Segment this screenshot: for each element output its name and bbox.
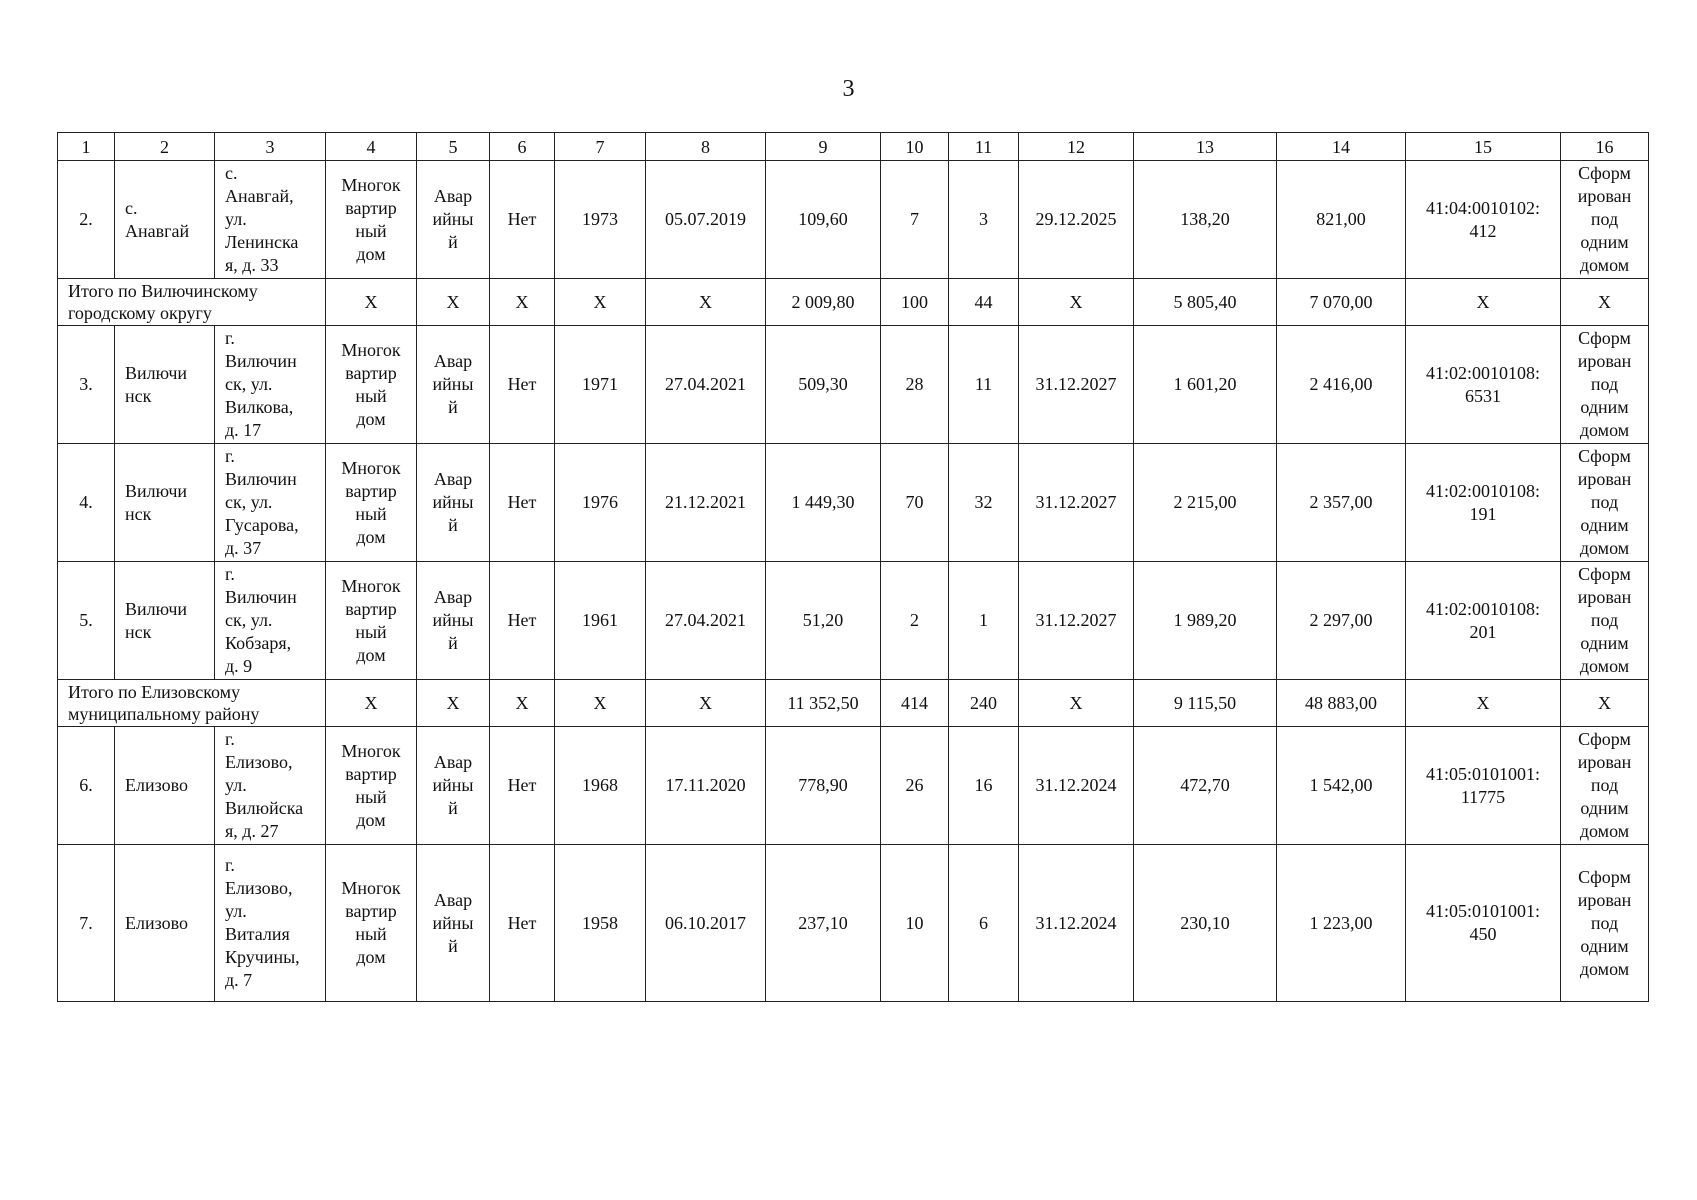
table-cell: 472,70	[1134, 727, 1277, 845]
table-cell: 5.	[58, 562, 115, 680]
column-number-cell: 3	[215, 133, 326, 161]
table-cell: Нет	[490, 845, 555, 1002]
table-cell: 4.	[58, 444, 115, 562]
table-cell: 1 449,30	[766, 444, 881, 562]
table-cell: 31.12.2027	[1019, 444, 1134, 562]
table-row	[58, 326, 1649, 444]
table-cell: с. Анавгай	[115, 161, 215, 279]
table-cell: 27.04.2021	[646, 562, 766, 680]
table-cell: Нет	[490, 562, 555, 680]
table-cell: 7	[881, 161, 949, 279]
table-cell: 6	[949, 845, 1019, 1002]
table-cell: Вилючи нск	[115, 562, 215, 680]
column-number-cell: 2	[115, 133, 215, 161]
table-row	[58, 727, 1649, 845]
table-cell: 1976	[555, 444, 646, 562]
table-cell: Сформ ирован под одним домом	[1561, 562, 1649, 680]
table-cell: 1971	[555, 326, 646, 444]
table-cell: 1968	[555, 727, 646, 845]
table-cell: Многок вартир ный дом	[326, 727, 417, 845]
table-cell: Многок вартир ный дом	[326, 326, 417, 444]
table-cell: Авар ийны й	[417, 326, 490, 444]
column-number-cell: 5	[417, 133, 490, 161]
table-cell: Авар ийны й	[417, 562, 490, 680]
table-cell: Многок вартир ный дом	[326, 444, 417, 562]
table-cell: 41:04:0010102: 412	[1406, 161, 1561, 279]
column-number-cell: 10	[881, 133, 949, 161]
table-cell: Вилючи нск	[115, 444, 215, 562]
total-row	[58, 279, 1649, 326]
table-cell: Сформ ирован под одним домом	[1561, 326, 1649, 444]
total-row	[58, 680, 1649, 727]
table-cell: Авар ийны й	[417, 845, 490, 1002]
table-cell: Х	[326, 680, 417, 727]
table-cell: Многок вартир ный дом	[326, 161, 417, 279]
column-number-cell: 12	[1019, 133, 1134, 161]
table-cell: с. Анавгай, ул. Ленинска я, д. 33	[215, 161, 326, 279]
column-number-cell: 6	[490, 133, 555, 161]
table-cell: 48 883,00	[1277, 680, 1406, 727]
table-cell: 05.07.2019	[646, 161, 766, 279]
column-number-cell: 15	[1406, 133, 1561, 161]
table-row	[58, 845, 1649, 1002]
table-cell: 31.12.2024	[1019, 845, 1134, 1002]
table-cell: 26	[881, 727, 949, 845]
table-cell: Х	[326, 279, 417, 326]
table-cell: г. Вилючин ск, ул. Гусарова, д. 37	[215, 444, 326, 562]
column-number-cell: 1	[58, 133, 115, 161]
table-cell: Х	[417, 279, 490, 326]
column-number-row	[58, 133, 1649, 161]
table-cell: 32	[949, 444, 1019, 562]
table-cell: Х	[555, 279, 646, 326]
column-number-cell: 4	[326, 133, 417, 161]
table-row	[58, 161, 1649, 279]
table-cell: 2 009,80	[766, 279, 881, 326]
table-cell: г. Елизово, ул. Виталия Кручины, д. 7	[215, 845, 326, 1002]
table-cell: Х	[1561, 279, 1649, 326]
table-cell: 10	[881, 845, 949, 1002]
table-cell: Х	[646, 680, 766, 727]
table-cell: 5 805,40	[1134, 279, 1277, 326]
table-cell: Х	[1406, 279, 1561, 326]
column-number-cell: 7	[555, 133, 646, 161]
table-body	[58, 133, 1649, 1002]
table-cell: 31.12.2027	[1019, 562, 1134, 680]
column-number-cell: 11	[949, 133, 1019, 161]
table-cell: 51,20	[766, 562, 881, 680]
table-cell: Авар ийны й	[417, 444, 490, 562]
table-cell: 138,20	[1134, 161, 1277, 279]
total-label: Итого по Елизовскому муниципальному району	[58, 680, 326, 727]
table-cell: 1961	[555, 562, 646, 680]
table-cell: Нет	[490, 161, 555, 279]
table-cell: Авар ийны й	[417, 727, 490, 845]
housing-table	[57, 132, 1649, 1002]
table-cell: 109,60	[766, 161, 881, 279]
table-cell: 821,00	[1277, 161, 1406, 279]
table-cell: 778,90	[766, 727, 881, 845]
column-number-cell: 9	[766, 133, 881, 161]
table-cell: Многок вартир ный дом	[326, 562, 417, 680]
table-cell: 28	[881, 326, 949, 444]
table-cell: Многок вартир ный дом	[326, 845, 417, 1002]
page-number: 3	[842, 76, 855, 102]
table-cell: Х	[555, 680, 646, 727]
table-cell: 1 223,00	[1277, 845, 1406, 1002]
table-cell: 6.	[58, 727, 115, 845]
table-cell: 2.	[58, 161, 115, 279]
table-cell: Нет	[490, 727, 555, 845]
table-cell: Х	[490, 680, 555, 727]
table-cell: Х	[417, 680, 490, 727]
table-cell: 2 416,00	[1277, 326, 1406, 444]
table-cell: 2 357,00	[1277, 444, 1406, 562]
table-cell: Сформ ирован под одним домом	[1561, 161, 1649, 279]
table-cell: 06.10.2017	[646, 845, 766, 1002]
table-row	[58, 444, 1649, 562]
table-cell: 509,30	[766, 326, 881, 444]
table-cell: г. Вилючин ск, ул. Вилкова, д. 17	[215, 326, 326, 444]
table-cell: 1 989,20	[1134, 562, 1277, 680]
table-cell: Сформ ирован под одним домом	[1561, 727, 1649, 845]
table-cell: 240	[949, 680, 1019, 727]
table-cell: Елизово	[115, 845, 215, 1002]
table-cell: г. Вилючин ск, ул. Кобзаря, д. 9	[215, 562, 326, 680]
table-cell: 237,10	[766, 845, 881, 1002]
table-cell: Нет	[490, 444, 555, 562]
table-cell: 1	[949, 562, 1019, 680]
column-number-cell: 8	[646, 133, 766, 161]
table-cell: Х	[1561, 680, 1649, 727]
column-number-cell: 16	[1561, 133, 1649, 161]
table-cell: 70	[881, 444, 949, 562]
table-cell: Сформ ирован под одним домом	[1561, 845, 1649, 1002]
table-cell: 9 115,50	[1134, 680, 1277, 727]
table-cell: 1 601,20	[1134, 326, 1277, 444]
table-row	[58, 562, 1649, 680]
table-cell: 16	[949, 727, 1019, 845]
table-cell: 3.	[58, 326, 115, 444]
table-cell: 41:02:0010108: 201	[1406, 562, 1561, 680]
table-cell: Вилючи нск	[115, 326, 215, 444]
table-cell: 7 070,00	[1277, 279, 1406, 326]
column-number-cell: 13	[1134, 133, 1277, 161]
column-number-cell: 14	[1277, 133, 1406, 161]
table-cell: Х	[1019, 680, 1134, 727]
table-cell: 3	[949, 161, 1019, 279]
table-cell: Нет	[490, 326, 555, 444]
table-cell: 2 215,00	[1134, 444, 1277, 562]
table-cell: 100	[881, 279, 949, 326]
table-cell: Авар ийны й	[417, 161, 490, 279]
table-cell: г. Елизово, ул. Вилюйска я, д. 27	[215, 727, 326, 845]
table-cell: Х	[1406, 680, 1561, 727]
table-cell: 11	[949, 326, 1019, 444]
table-cell: 17.11.2020	[646, 727, 766, 845]
table-cell: 2	[881, 562, 949, 680]
table-cell: 7.	[58, 845, 115, 1002]
total-label: Итого по Вилючинскому городскому округу	[58, 279, 326, 326]
table-cell: 1958	[555, 845, 646, 1002]
table-cell: 41:02:0010108: 6531	[1406, 326, 1561, 444]
table-cell: 2 297,00	[1277, 562, 1406, 680]
table-cell: 31.12.2024	[1019, 727, 1134, 845]
table-cell: 41:05:0101001: 11775	[1406, 727, 1561, 845]
table-cell: 414	[881, 680, 949, 727]
table-cell: 27.04.2021	[646, 326, 766, 444]
table-cell: 21.12.2021	[646, 444, 766, 562]
table-cell: 44	[949, 279, 1019, 326]
table-cell: Елизово	[115, 727, 215, 845]
table-cell: Сформ ирован под одним домом	[1561, 444, 1649, 562]
table-cell: 29.12.2025	[1019, 161, 1134, 279]
table-cell: 1973	[555, 161, 646, 279]
table-cell: 11 352,50	[766, 680, 881, 727]
table-cell: Х	[1019, 279, 1134, 326]
table-cell: 31.12.2027	[1019, 326, 1134, 444]
table-cell: 41:02:0010108: 191	[1406, 444, 1561, 562]
table-cell: 230,10	[1134, 845, 1277, 1002]
table-cell: Х	[490, 279, 555, 326]
table-cell: 41:05:0101001: 450	[1406, 845, 1561, 1002]
table-cell: Х	[646, 279, 766, 326]
table-cell: 1 542,00	[1277, 727, 1406, 845]
